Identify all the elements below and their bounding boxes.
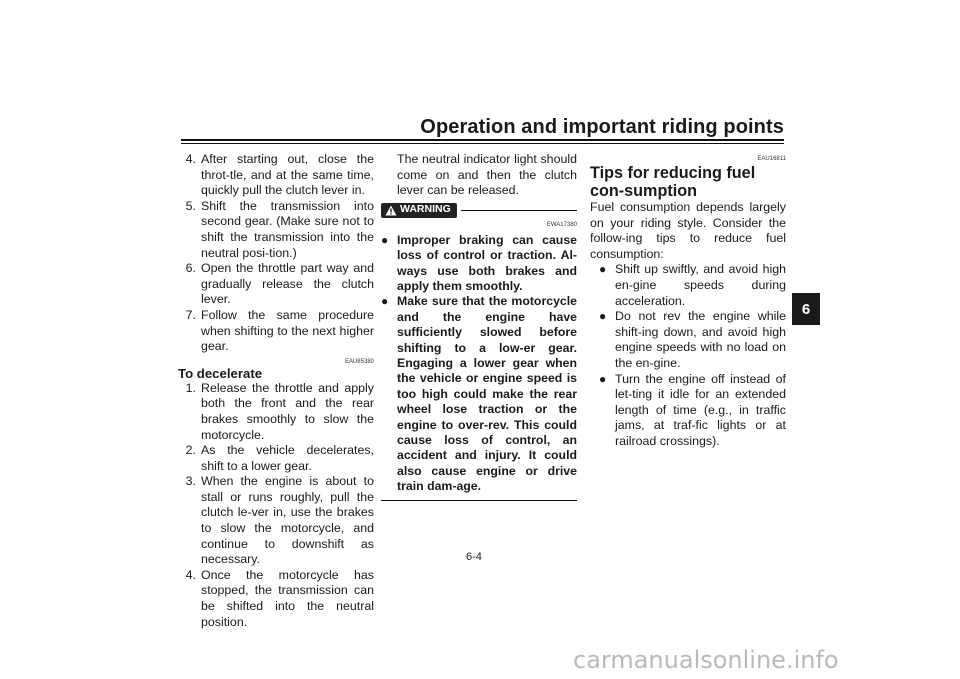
list-item [599,262,786,309]
list-item [178,308,374,355]
header-rule-thin [181,143,784,144]
decelerate-heading: To decelerate [178,365,263,381]
watermark: carmanualsonline.info [573,646,839,674]
step-number: 7. [185,307,196,322]
step-number: 6. [185,261,196,276]
bullet-dot-icon: ● [599,262,607,277]
warning-label: WARNING [400,203,451,216]
section-code: EAU16811 [757,156,786,162]
decelerate-step-list [178,381,374,631]
step-number: 4. [185,567,196,582]
intro-paragraph: Fuel consumption depends largely on your riding style. Consider the follow-ing tips to reduce fuel consumption: [590,200,786,261]
warning-code: EWA17380 [546,221,577,228]
list-item [178,199,374,261]
page-header-title: Operation and important riding points [420,116,784,138]
warning-badge [381,203,457,218]
left-column [178,152,374,630]
step-list-continued [178,152,374,355]
step-number: 3. [185,474,196,489]
tip-text: Shift up swiftly, and avoid high en-gine speeds during acceleration. [615,262,786,308]
list-item [178,152,374,199]
right-column [590,152,786,450]
step-text: Shift the transmission into second gear. (Make sure not to shift the transmission into the neutral posi-tion.) [201,198,374,260]
warning-rule [461,210,577,211]
list-item [178,474,374,568]
reference-code: EAU85380 [344,358,374,365]
bullet-dot-icon: ● [599,309,607,324]
continuation-paragraph: The neutral indicator light should come on and then the clutch lever can be released. [397,152,577,198]
step-number: 1. [185,380,196,395]
warning-list [381,233,577,495]
bullet-dot-icon: ● [599,371,607,386]
chapter-tab[interactable]: 6 [792,293,820,325]
step-text: As the vehicle decelerates, shift to a lower gear. [201,443,374,473]
warning-item [381,233,577,295]
step-text: When the engine is about to stall or runs roughly, pull the clutch le-ver in, use the brakes to slow the motorcycle, and continue to downshift as necessary. [201,474,374,567]
warning-box [381,203,577,501]
step-text: Follow the same procedure when shifting to the next higher gear. [201,307,374,354]
warning-header [381,203,577,218]
warning-item-text: Improper braking can cause loss of control or traction. Al-ways use both brakes and apply them smoothly. [397,232,577,293]
header-rule [181,139,784,141]
warning-item [381,294,577,494]
bullet-dot-icon: ● [381,294,389,309]
step-text: Once the motorcycle has stopped, the transmission can be shifted into the neutral position. [201,567,374,629]
tips-list [599,262,786,449]
list-item [178,261,374,308]
warning-item-text: Make sure that the motorcycle and the engine have sufficiently slowed before shifting to a low-er gear. Engaging a lower gear when the vehicle or engine speed is too high could make the rear wheel lose traction or the engine to over-rev. This could cause loss of control, an accident and injury. It could also cause engine or drive train dam-age. [397,294,577,494]
step-number: 2. [185,443,196,458]
tip-text: Do not rev the engine while shift-ing down, and avoid high engine speeds with no load on the en-gine. [615,309,786,370]
step-text: After starting out, close the throt-tle, and at the same time, quickly pull the clutch lever in. [201,152,374,198]
step-number: 5. [185,198,196,213]
bullet-dot-icon: ● [381,232,389,247]
step-text: Open the throttle part way and gradually release the clutch lever. [201,261,374,307]
list-item [178,443,374,474]
list-item [178,568,374,630]
section-title: Tips for reducing fuel con-sumption [590,164,756,200]
page-number: 6-4 [466,551,482,563]
tip-text: Turn the engine off instead of let-ting it idle for an extended length of time (e.g., in traffic jams, at traf-fic lights or at railroad crossings). [615,371,786,448]
warning-triangle-icon [385,205,397,216]
list-item [599,372,786,450]
step-text: Release the throttle and apply both the front and the rear brakes smoothly to slow the motorcycle. [201,380,374,442]
list-item [178,381,374,443]
middle-column [381,152,577,501]
list-item [599,309,786,371]
step-number: 4. [185,152,196,166]
warning-bottom-rule [381,500,577,502]
